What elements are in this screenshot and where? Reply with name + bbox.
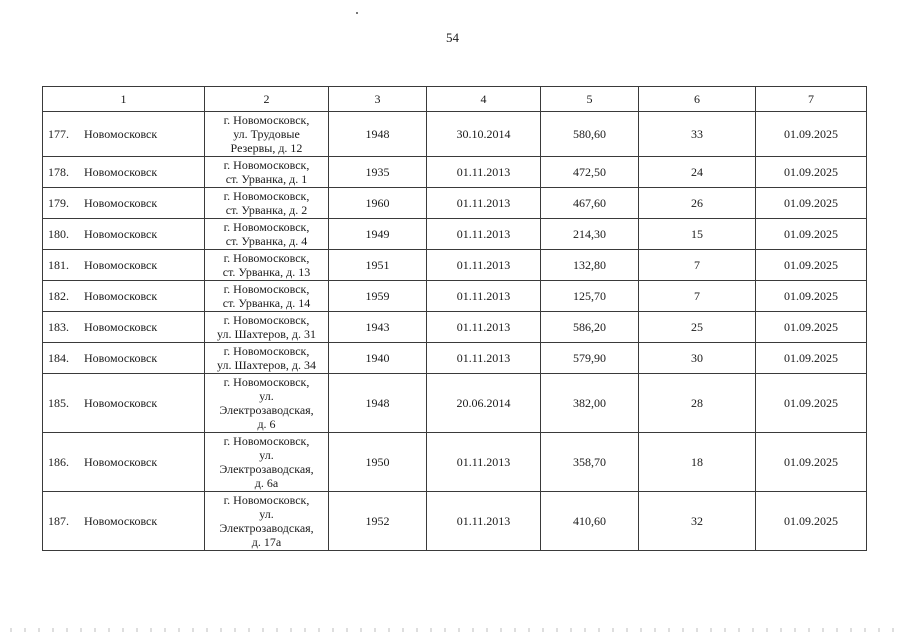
table-row	[43, 343, 867, 374]
cell-deadline: 01.09.2025	[756, 250, 867, 281]
cell-count: 18	[639, 433, 756, 492]
address-line: ст. Урванка, д. 13	[222, 265, 311, 279]
row-number: 182.	[48, 289, 69, 303]
address-line: д. 17а	[251, 535, 282, 549]
address-line: ст. Урванка, д. 4	[225, 234, 308, 248]
table-row	[43, 219, 867, 250]
cell-year: 1951	[329, 250, 427, 281]
address-line: д. 6а	[254, 476, 279, 490]
header-row	[43, 87, 867, 112]
address-line: г. Новомосковск,	[223, 158, 310, 172]
row-number: 187.	[48, 514, 69, 528]
table-body	[43, 112, 867, 551]
column-header: 2	[205, 87, 329, 112]
municipality-name: Новомосковск	[84, 396, 158, 410]
municipality-name: Новомосковск	[84, 258, 158, 272]
column-header: 1	[43, 87, 205, 112]
cell-year: 1959	[329, 281, 427, 312]
cell-year: 1935	[329, 157, 427, 188]
scan-artifact-line	[10, 628, 895, 632]
table-row	[43, 492, 867, 551]
cell-year: 1943	[329, 312, 427, 343]
cell-count: 25	[639, 312, 756, 343]
municipality-name: Новомосковск	[84, 455, 158, 469]
address-line: ул.	[259, 389, 274, 403]
address-line: д. 6	[257, 417, 276, 431]
page-number: 54	[446, 30, 459, 45]
municipality-name: Новомосковск	[84, 227, 158, 241]
cell-address	[205, 281, 329, 312]
address-line: г. Новомосковск,	[223, 220, 310, 234]
cell-area: 467,60	[541, 188, 639, 219]
address-line: ул.	[259, 507, 274, 521]
municipality-name: Новомосковск	[84, 165, 158, 179]
cell-date: 30.10.2014	[427, 112, 541, 157]
address-line: ст. Урванка, д. 1	[225, 172, 308, 186]
housing-table	[42, 86, 867, 551]
cell-date: 01.11.2013	[427, 250, 541, 281]
cell-date: 01.11.2013	[427, 219, 541, 250]
cell-municipality	[43, 157, 205, 188]
cell-address	[205, 433, 329, 492]
address-line: Резервы, д. 12	[230, 141, 303, 155]
cell-municipality	[43, 219, 205, 250]
address-line: г. Новомосковск,	[223, 375, 310, 389]
address-line: ст. Урванка, д. 2	[225, 203, 308, 217]
cell-count: 7	[639, 281, 756, 312]
address-line: г. Новомосковск,	[223, 282, 310, 296]
address-line: ул.	[259, 448, 274, 462]
row-number: 181.	[48, 258, 69, 272]
cell-address	[205, 250, 329, 281]
address-line: г. Новомосковск,	[223, 251, 310, 265]
cell-municipality	[43, 312, 205, 343]
column-header: 7	[756, 87, 867, 112]
cell-municipality	[43, 492, 205, 551]
cell-count: 26	[639, 188, 756, 219]
cell-deadline: 01.09.2025	[756, 157, 867, 188]
municipality-name: Новомосковск	[84, 196, 158, 210]
row-number: 179.	[48, 196, 69, 210]
cell-deadline: 01.09.2025	[756, 433, 867, 492]
cell-area: 586,20	[541, 312, 639, 343]
cell-count: 32	[639, 492, 756, 551]
address-line: Электрозаводская,	[219, 462, 314, 476]
cell-count: 15	[639, 219, 756, 250]
cell-address	[205, 157, 329, 188]
address-line: Электрозаводская,	[219, 403, 314, 417]
address-line: Электрозаводская,	[219, 521, 314, 535]
table-row	[43, 112, 867, 157]
row-number: 185.	[48, 396, 69, 410]
cell-area: 358,70	[541, 433, 639, 492]
cell-year: 1948	[329, 112, 427, 157]
cell-address	[205, 343, 329, 374]
cell-year: 1960	[329, 188, 427, 219]
cell-area: 472,50	[541, 157, 639, 188]
row-number: 183.	[48, 320, 69, 334]
cell-year: 1949	[329, 219, 427, 250]
cell-count: 28	[639, 374, 756, 433]
cell-municipality	[43, 250, 205, 281]
cell-date: 01.11.2013	[427, 157, 541, 188]
address-line: г. Новомосковск,	[223, 313, 310, 327]
cell-area: 382,00	[541, 374, 639, 433]
row-number: 177.	[48, 127, 69, 141]
cell-date: 01.11.2013	[427, 343, 541, 374]
cell-municipality	[43, 343, 205, 374]
row-number: 186.	[48, 455, 69, 469]
column-header: 3	[329, 87, 427, 112]
cell-count: 33	[639, 112, 756, 157]
cell-count: 7	[639, 250, 756, 281]
municipality-name: Новомосковск	[84, 127, 158, 141]
cell-deadline: 01.09.2025	[756, 492, 867, 551]
address-line: ул. Шахтеров, д. 31	[217, 327, 316, 341]
municipality-name: Новомосковск	[84, 320, 158, 334]
address-line: г. Новомосковск,	[223, 493, 310, 507]
cell-municipality	[43, 188, 205, 219]
cell-deadline: 01.09.2025	[756, 188, 867, 219]
cell-date: 20.06.2014	[427, 374, 541, 433]
cell-date: 01.11.2013	[427, 312, 541, 343]
cell-deadline: 01.09.2025	[756, 312, 867, 343]
address-line: ул. Трудовые	[233, 127, 300, 141]
column-header: 5	[541, 87, 639, 112]
cell-address	[205, 112, 329, 157]
cell-area: 214,30	[541, 219, 639, 250]
cell-date: 01.11.2013	[427, 492, 541, 551]
table-row	[43, 250, 867, 281]
address-line: г. Новомосковск,	[223, 434, 310, 448]
row-number: 184.	[48, 351, 69, 365]
cell-date: 01.11.2013	[427, 281, 541, 312]
cell-deadline: 01.09.2025	[756, 281, 867, 312]
cell-address	[205, 312, 329, 343]
municipality-name: Новомосковск	[84, 514, 158, 528]
table-row	[43, 157, 867, 188]
cell-count: 30	[639, 343, 756, 374]
municipality-name: Новомосковск	[84, 289, 158, 303]
table-row	[43, 433, 867, 492]
cell-address	[205, 492, 329, 551]
column-header: 4	[427, 87, 541, 112]
cell-municipality	[43, 281, 205, 312]
cell-deadline: 01.09.2025	[756, 219, 867, 250]
cell-municipality	[43, 374, 205, 433]
address-line: ст. Урванка, д. 14	[222, 296, 311, 310]
cell-area: 410,60	[541, 492, 639, 551]
cell-municipality	[43, 433, 205, 492]
cell-year: 1940	[329, 343, 427, 374]
cell-municipality	[43, 112, 205, 157]
table-row	[43, 281, 867, 312]
cell-year: 1952	[329, 492, 427, 551]
cell-area: 132,80	[541, 250, 639, 281]
cell-deadline: 01.09.2025	[756, 343, 867, 374]
cell-deadline: 01.09.2025	[756, 112, 867, 157]
address-line: г. Новомосковск,	[223, 344, 310, 358]
address-line: ул. Шахтеров, д. 34	[217, 358, 316, 372]
row-number: 178.	[48, 165, 69, 179]
cell-address	[205, 219, 329, 250]
scan-speck	[356, 12, 358, 14]
row-number: 180.	[48, 227, 69, 241]
cell-deadline: 01.09.2025	[756, 374, 867, 433]
cell-address	[205, 188, 329, 219]
table-row	[43, 188, 867, 219]
table-row	[43, 312, 867, 343]
cell-area: 579,90	[541, 343, 639, 374]
cell-date: 01.11.2013	[427, 433, 541, 492]
cell-year: 1950	[329, 433, 427, 492]
address-line: г. Новомосковск,	[223, 113, 310, 127]
cell-date: 01.11.2013	[427, 188, 541, 219]
column-header: 6	[639, 87, 756, 112]
municipality-name: Новомосковск	[84, 351, 158, 365]
cell-area: 125,70	[541, 281, 639, 312]
cell-count: 24	[639, 157, 756, 188]
cell-year: 1948	[329, 374, 427, 433]
table-row	[43, 374, 867, 433]
cell-area: 580,60	[541, 112, 639, 157]
address-line: г. Новомосковск,	[223, 189, 310, 203]
cell-address	[205, 374, 329, 433]
